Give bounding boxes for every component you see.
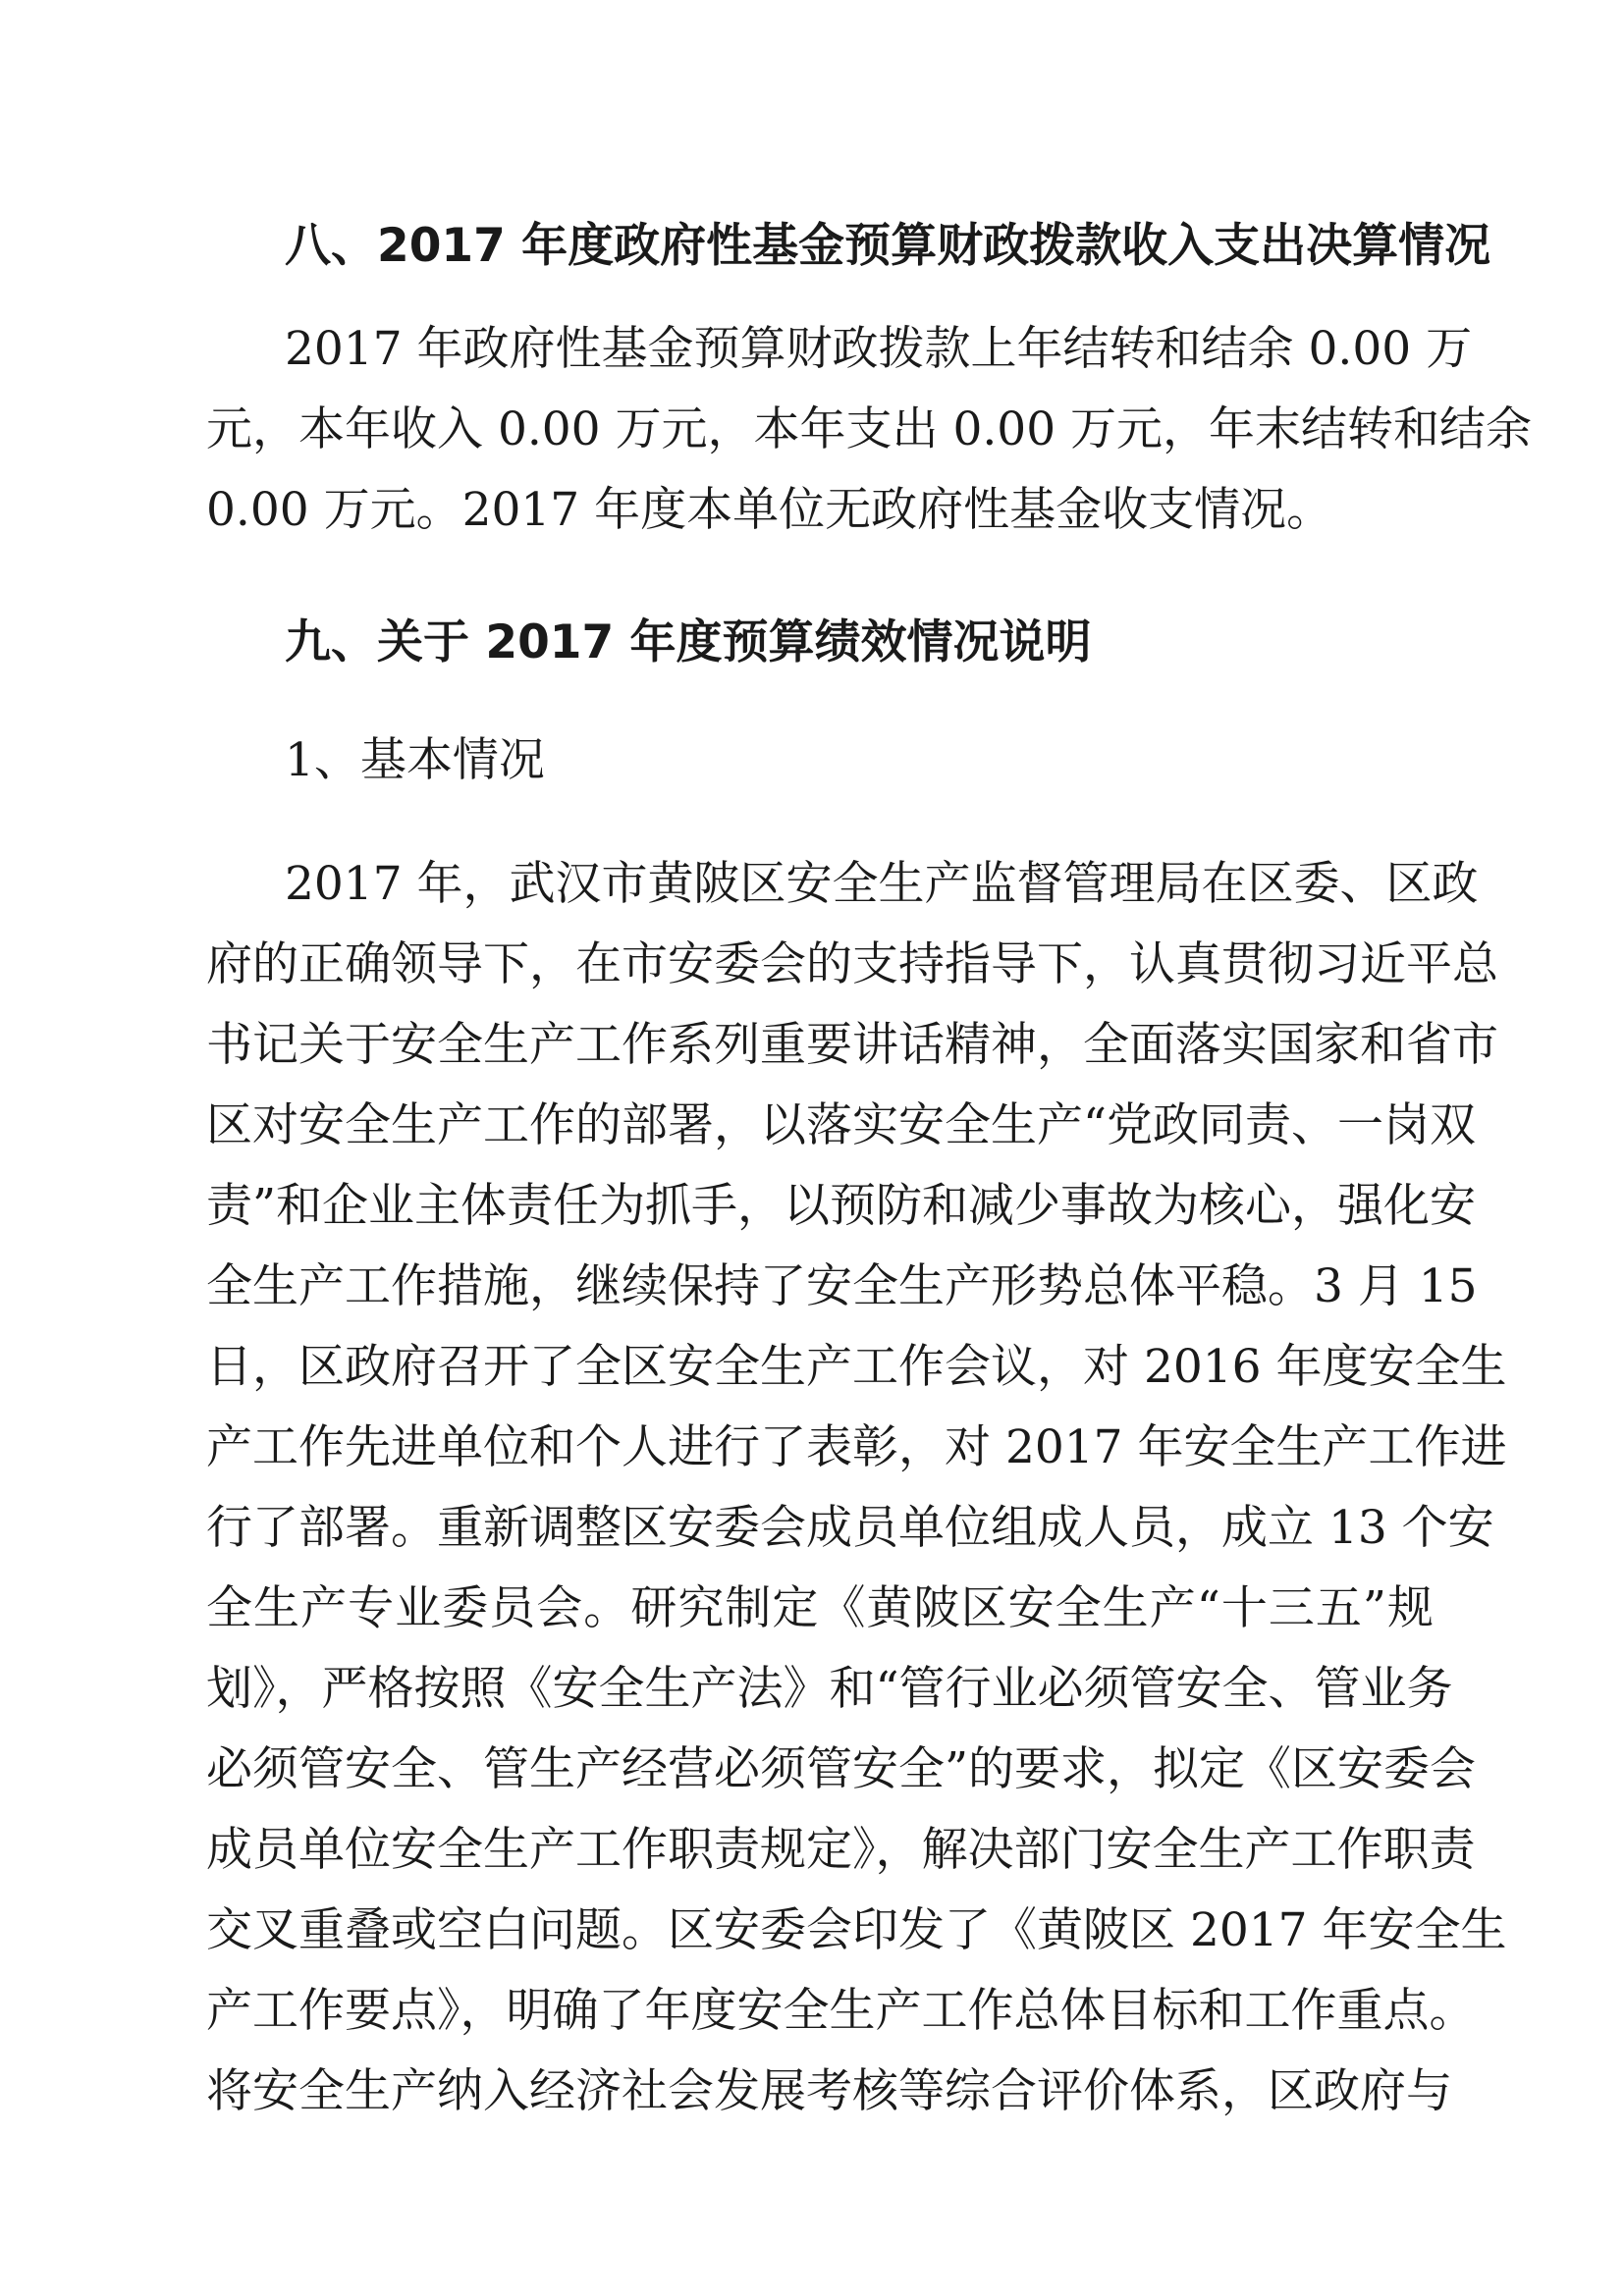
paragraph-line: 0.00 万元。2017 年度本单位无政府性基金收支情况。 [206,483,1333,537]
section-9-heading: 九、关于 2017 年度预算绩效情况说明 [285,615,1092,669]
paragraph-line: 产工作要点》，明确了年度安全生产工作总体目标和工作重点。 [206,1984,1476,2038]
paragraph-line: 元，本年收入 0.00 万元，本年支出 0.00 万元，年末结转和结余 [206,402,1533,456]
section-9-subheading: 1、基本情况 [285,733,545,787]
paragraph-line: 2017 年，武汉市黄陂区安全生产监督管理局在区委、区政 [285,857,1479,911]
paragraph-line: 行了部署。重新调整区安委会成员单位组成人员，成立 13 个安 [206,1501,1494,1555]
paragraph-line: 全生产专业委员会。研究制定《黄陂区安全生产“十三五”规 [206,1581,1434,1635]
paragraph-line: 必须管安全、管生产经营必须管安全”的要求，拟定《区安委会 [206,1742,1477,1796]
paragraph-line: 府的正确领导下，在市安委会的支持指导下，认真贯彻习近平总 [206,937,1498,991]
paragraph-line: 将安全生产纳入经济社会发展考核等综合评价体系，区政府与 [206,2064,1452,2118]
paragraph-line: 责”和企业主体责任为抓手，以预防和减少事故为核心，强化安 [206,1179,1477,1233]
paragraph-line: 区对安全生产工作的部署，以落实安全生产“党政同责、一岗双 [206,1098,1477,1152]
section-8-heading: 八、2017 年度政府性基金预算财政拨款收入支出决算情况 [285,219,1491,273]
paragraph-line: 交叉重叠或空白问题。区安委会印发了《黄陂区 2017 年安全生 [206,1903,1507,1957]
paragraph-line: 划》，严格按照《安全生产法》和“管行业必须管安全、管业务 [206,1662,1453,1716]
paragraph-line: 产工作先进单位和个人进行了表彰，对 2017 年安全生产工作进 [206,1420,1507,1474]
paragraph-line: 全生产工作措施，继续保持了安全生产形势总体平稳。3 月 15 [206,1259,1478,1313]
paragraph-line: 书记关于安全生产工作系列重要讲话精神，全面落实国家和省市 [206,1018,1498,1072]
paragraph-line: 日，区政府召开了全区安全生产工作会议，对 2016 年度安全生 [206,1340,1507,1394]
paragraph-line: 成员单位安全生产工作职责规定》，解决部门安全生产工作职责 [206,1823,1476,1877]
paragraph-line: 2017 年政府性基金预算财政拨款上年结转和结余 0.00 万 [285,322,1473,376]
